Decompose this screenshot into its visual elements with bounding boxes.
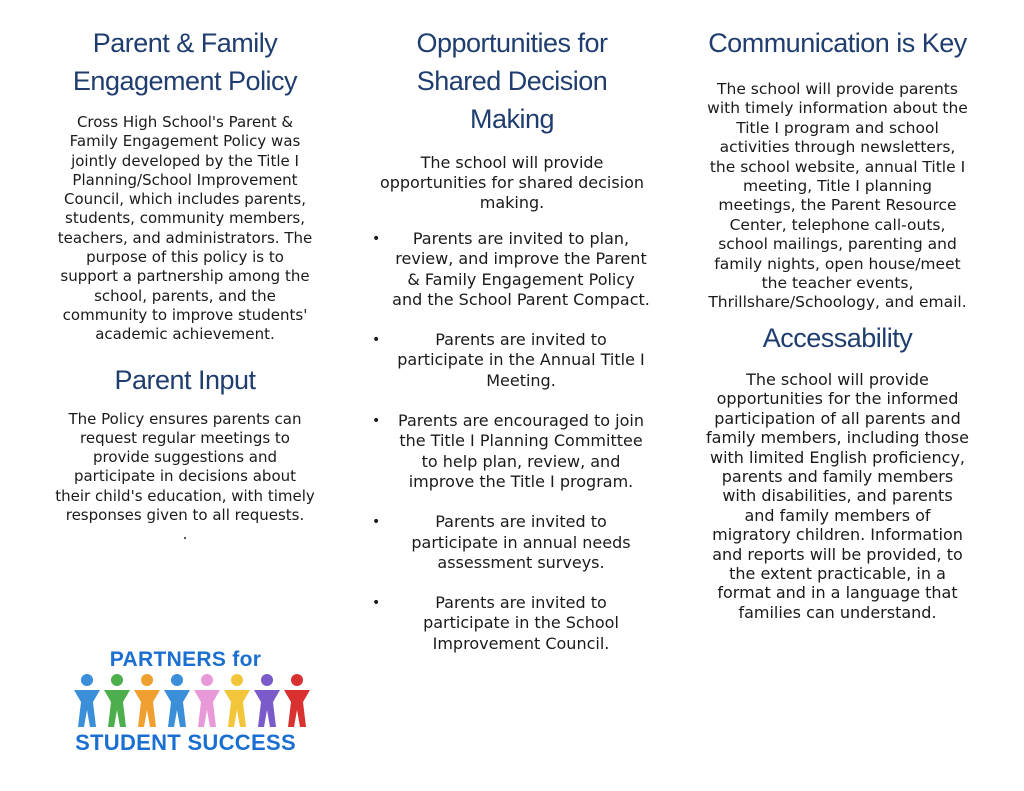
person-figure-icon [224, 674, 250, 727]
list-item: • Parents are invited to plan, review, and improve the Parent & Family Engagement Policy and the School Parent Compact. [372, 229, 650, 309]
communication-title: Communication is Key [708, 28, 967, 58]
parent-input-text: The Policy ensures parents can request regular meetings to provide suggestions and participate in decisions about their child's education, with timely responses given to all requests. [55, 409, 315, 525]
communication-text: The school will provide parents with timely information about the Title I program and school activities through newsletters, the school website, annual Title I meeting, Title I planning meetings, the Parent Resource Center, telephone call-outs, school mailings, parenting and family nights, open house/meet the teacher events, Thrillshare/Schoology, and email. [707, 80, 968, 312]
list-item: • Parents are invited to participate in annual needs assessment surveys. [372, 512, 631, 572]
logo-line2: STUDENT SUCCESS [75, 730, 296, 755]
person-figure-icon [134, 674, 160, 727]
person-figure-icon [254, 674, 280, 727]
engagement-policy-text: Cross High School's Parent & Family Engagement Policy was jointly developed by the Title I Planning/School Improvement Council, which includes parents, students, community members, teachers, and administrators. The purpose of this policy is to support a partnership among the school, parents, and the community to improve students' academic achievement. [57, 113, 313, 344]
shared-decision-intro: The school will provide opportunities for shared decision making. [379, 153, 645, 212]
engagement-policy-title: Parent & Family Engagement Policy [72, 28, 298, 96]
parent-input-title: Parent Input [114, 364, 256, 395]
person-figure-icon [104, 674, 130, 727]
accessability-text: The school will provide opportunities for the informed participation of all parents and family members, including those with limited English proficiency, parents and family members with disabilities, and parents and family members of migratory children. Information and reports will be provided, to the extent practicable, in a format and in a language that families can understand. [706, 369, 969, 622]
accessability-title: Accessability [762, 322, 913, 353]
partners-logo [58, 648, 313, 758]
list-item: • Parents are invited to participate in the Annual Title I Meeting. [372, 330, 645, 390]
bullet-dot: • [372, 514, 381, 531]
shared-decision-title: Opportunities for Shared Decision Making [416, 28, 608, 134]
bullet-dot: • [372, 332, 381, 349]
column-communication [705, 0, 970, 622]
column-shared-decision [372, 0, 652, 674]
list-item: • Parents are invited to participate in the School Improvement Council. [372, 593, 619, 653]
person-figure-icon [284, 674, 310, 727]
bullet-dot: • [372, 595, 381, 612]
list-item: • Parents are encouraged to join the Title I Planning Committee to help plan, review, and improve the Title I program. [372, 411, 644, 491]
logo-line1: PARTNERS for [109, 648, 262, 671]
person-figure-icon [164, 674, 190, 727]
trailing-dot: . [182, 525, 188, 544]
people-figures-icon [58, 672, 313, 730]
shared-decision-list [372, 229, 652, 654]
person-figure-icon [194, 674, 220, 727]
bullet-dot: • [372, 231, 381, 247]
column-engagement-policy [55, 0, 315, 545]
bullet-dot: • [372, 413, 381, 430]
person-figure-icon [74, 674, 100, 727]
